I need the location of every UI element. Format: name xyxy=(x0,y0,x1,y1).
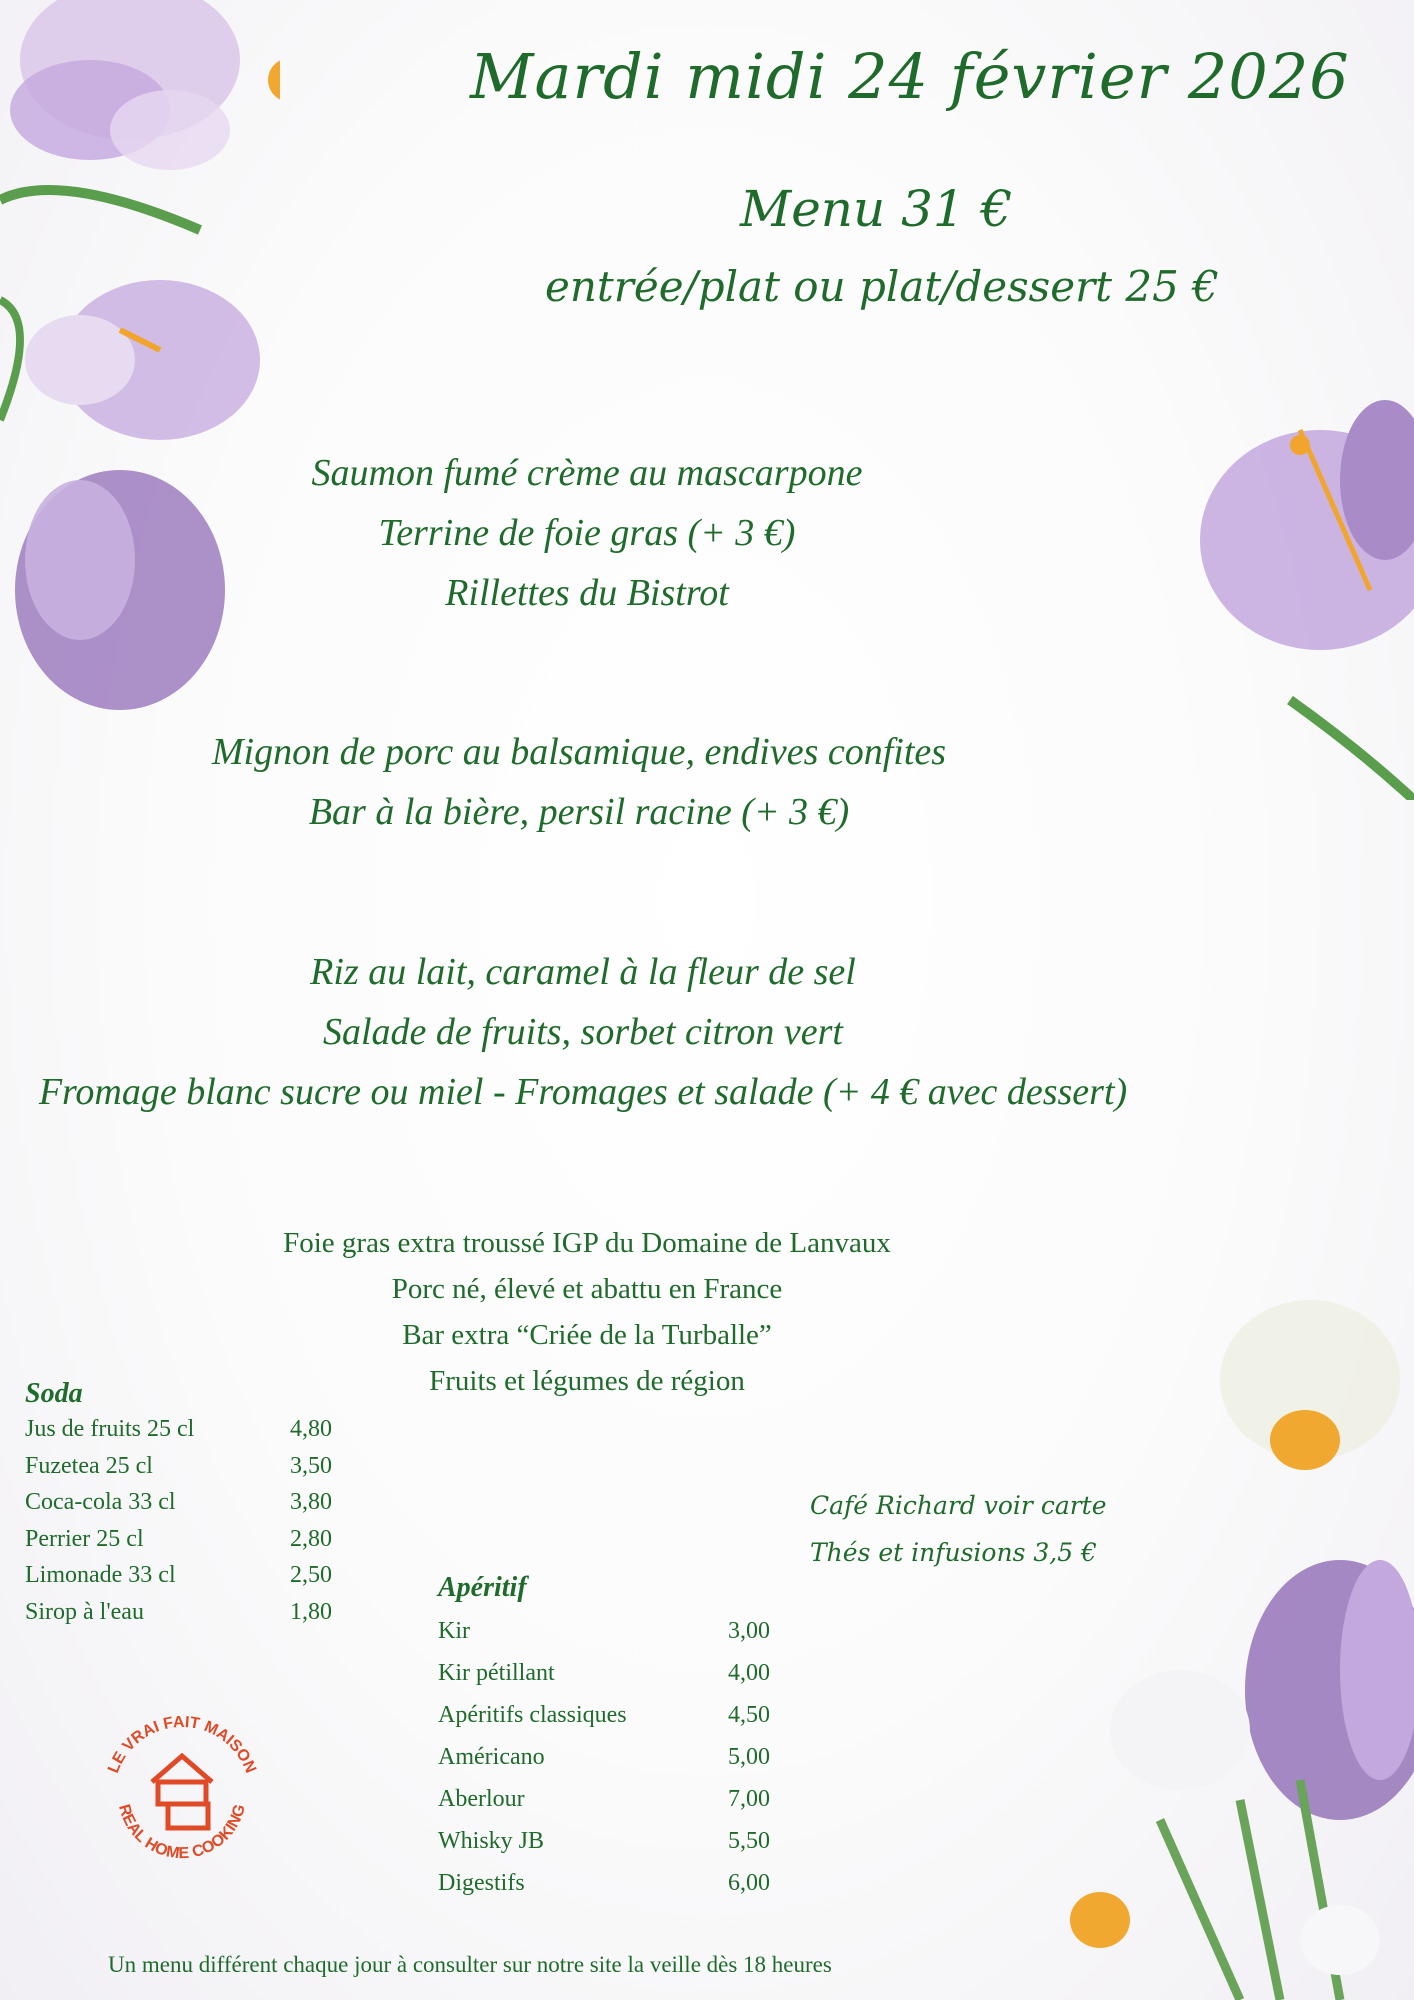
aperitif-row xyxy=(438,1744,770,1786)
drink-name: Perrier 25 cl xyxy=(25,1525,144,1552)
soda-row xyxy=(25,1452,332,1490)
soda-row xyxy=(25,1562,332,1599)
aperitif-row xyxy=(438,1870,770,1912)
soda-row xyxy=(25,1598,332,1636)
drink-price: 3,80 xyxy=(290,1489,332,1515)
starters-list xyxy=(0,443,1294,623)
dessert-item: Riz au lait, caramel à la fleur de sel xyxy=(310,951,856,993)
drink-price: 4,50 xyxy=(728,1702,770,1728)
drink-name: Kir xyxy=(438,1618,470,1644)
sourcing-list xyxy=(0,1220,1294,1404)
soda-row xyxy=(25,1416,332,1453)
drink-name: Coca-cola 33 cl xyxy=(25,1489,176,1515)
drink-name: Limonade 33 cl xyxy=(25,1562,176,1588)
drink-name: Whisky JB xyxy=(438,1828,545,1854)
soda-section xyxy=(25,1378,332,1635)
aperitif-row xyxy=(438,1702,770,1744)
drink-price: 4,00 xyxy=(728,1660,770,1686)
drink-name: Sirop à l'eau xyxy=(25,1598,144,1625)
drink-price: 5,50 xyxy=(728,1828,770,1854)
tea-line: Thés et infusions 3,5 € xyxy=(810,1538,1097,1567)
sourcing-item: Bar extra “Criée de la Turballe” xyxy=(402,1319,772,1351)
drink-price: 2,50 xyxy=(290,1562,332,1588)
drink-price: 7,00 xyxy=(728,1786,770,1812)
starter-item: Saumon fumé crème au mascarpone xyxy=(311,452,863,494)
soda-row xyxy=(25,1489,332,1526)
sourcing-item: Porc né, élevé et abattu en France xyxy=(391,1273,783,1305)
footer-note: Un menu différent chaque jour à consulter sur notre site la veille dès 18 heures xyxy=(108,1952,832,1977)
drink-name: Américano xyxy=(438,1744,545,1770)
drink-name: Jus de fruits 25 cl xyxy=(25,1416,195,1442)
drink-price: 4,80 xyxy=(290,1416,332,1442)
vrai-fait-maison-logo xyxy=(92,1700,272,1880)
drink-name: Digestifs xyxy=(438,1870,525,1896)
dessert-item: Fromage blanc sucre ou miel - Fromages et salade (+ 4 € avec dessert) xyxy=(38,1071,1128,1113)
coffee-line: Café Richard voir carte xyxy=(810,1491,1107,1520)
desserts-list xyxy=(0,942,1290,1122)
drink-price: 6,00 xyxy=(728,1870,770,1896)
soda-heading: Soda xyxy=(25,1378,83,1409)
drink-price: 3,50 xyxy=(290,1452,332,1479)
aperitif-row xyxy=(438,1660,770,1702)
sourcing-item: Foie gras extra troussé IGP du Domaine de Lanvaux xyxy=(283,1227,891,1259)
house-icon xyxy=(152,1756,212,1828)
svg-text:LE VRAI FAIT MAISON xyxy=(105,1714,259,1776)
logo-bottom-text: REAL HOME COOKING xyxy=(115,1802,250,1863)
coffee-tea-section xyxy=(810,1482,1107,1576)
sourcing-item: Fruits et légumes de région xyxy=(429,1365,745,1397)
logo-top-text: LE VRAI FAIT MAISON xyxy=(105,1713,259,1776)
soda-row xyxy=(25,1525,332,1563)
starter-item: Rillettes du Bistrot xyxy=(445,572,729,614)
drink-name: Aberlour xyxy=(438,1786,525,1812)
main-item: Mignon de porc au balsamique, endives confites xyxy=(211,731,947,773)
aperitif-heading: Apéritif xyxy=(438,1572,527,1603)
starter-item: Terrine de foie gras (+ 3 €) xyxy=(378,512,796,554)
crocus-flowers-bottom-right-illustration xyxy=(1040,1300,1414,2000)
aperitif-row xyxy=(438,1786,770,1828)
crocus-flowers-left-illustration xyxy=(0,0,280,800)
aperitif-row xyxy=(438,1618,770,1660)
drink-name: Apéritifs classiques xyxy=(438,1702,627,1728)
main-item: Bar à la bière, persil racine (+ 3 €) xyxy=(308,791,850,833)
aperitif-section xyxy=(438,1572,770,1912)
aperitif-row xyxy=(438,1828,770,1870)
svg-text:REAL HOME COOKING xyxy=(115,1803,249,1863)
menu-price: Menu 31 € xyxy=(740,180,1013,238)
drink-price: 5,00 xyxy=(728,1744,770,1770)
drink-name: Kir pétillant xyxy=(438,1660,555,1686)
dessert-item: Salade de fruits, sorbet citron vert xyxy=(323,1011,843,1053)
drink-price: 3,00 xyxy=(728,1618,770,1644)
menu-date-title: Mardi midi 24 février 2026 xyxy=(470,40,1350,113)
drink-price: 1,80 xyxy=(290,1598,332,1625)
menu-formula-price: entrée/plat ou plat/dessert 25 € xyxy=(545,262,1219,311)
drink-price: 2,80 xyxy=(290,1525,332,1552)
mains-list xyxy=(0,722,1286,842)
drink-name: Fuzetea 25 cl xyxy=(25,1452,153,1479)
